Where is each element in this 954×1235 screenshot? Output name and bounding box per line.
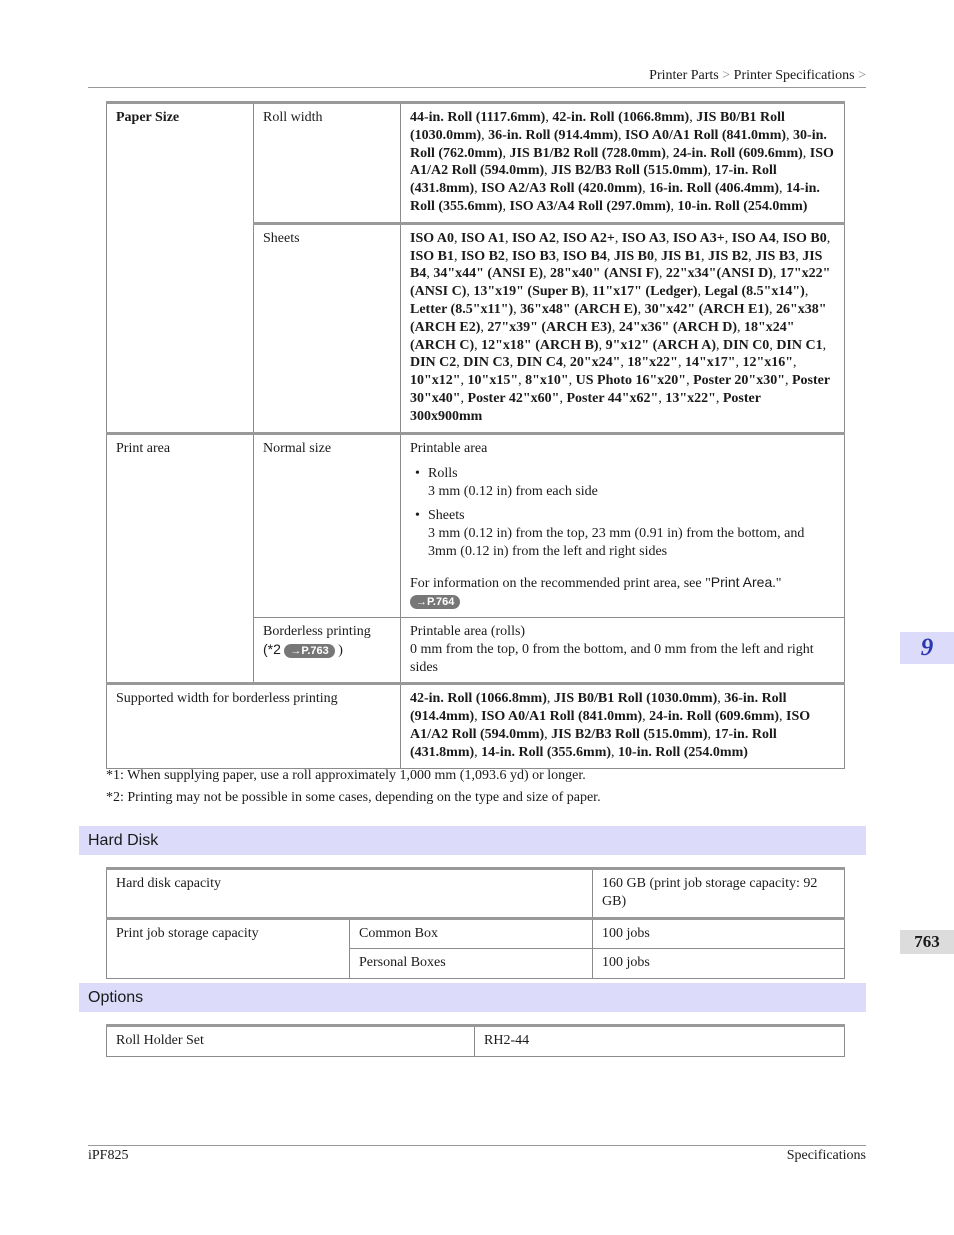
list-value: 10-in. Roll (254.0mm) — [677, 198, 808, 214]
sheets-label: Sheets — [254, 223, 401, 433]
chapter-tab[interactable]: 9 — [900, 632, 954, 664]
roll-holder-value: RH2-44 — [475, 1026, 845, 1057]
list-value: ISO A1/A2 Roll (594.0mm) — [410, 709, 811, 742]
list-value: ISO A2/A3 Roll (420.0mm) — [481, 181, 643, 197]
header-rule — [88, 87, 866, 88]
list-value: 13"x22" — [665, 390, 716, 406]
footnote-1: *1: When supplying paper, use a roll approximately 1,000 mm (1,093.6 yd) or longer. — [106, 768, 586, 783]
sheets-title: Sheets — [428, 507, 465, 523]
list-value: ISO A2 — [511, 230, 556, 246]
list-value: DIN C0 — [723, 337, 770, 353]
storage-capacity-label: Print job storage capacity — [107, 918, 350, 979]
rolls-title: Rolls — [428, 466, 458, 482]
list-value: 36-in. Roll (914.4mm) — [488, 127, 619, 143]
list-value: 12"x16" — [742, 355, 794, 371]
list-value: ISO A0/A1 Roll (841.0mm) — [625, 127, 787, 143]
list-value: 27"x39" (ARCH E3) — [487, 319, 612, 335]
list-value: ISO A2+ — [562, 230, 615, 246]
breadcrumb-separator: > — [858, 68, 866, 83]
hard-disk-capacity-value: 160 GB (print job storage capacity: 92 GB) — [593, 869, 845, 919]
list-value: 10-in. Roll (254.0mm) — [618, 744, 748, 760]
list-value: ISO B4 — [562, 248, 607, 264]
breadcrumb — [649, 67, 866, 85]
hard-disk-table — [106, 867, 845, 979]
list-value: 11"x17" (Ledger) — [592, 284, 698, 300]
print-area-info: For information on the recommended print area, see "Print Area." →P.764 — [410, 574, 782, 608]
list-value: DIN C4 — [516, 355, 563, 371]
footnote-2: *2: Printing may not be possible in some cases, depending on the type and size of paper. — [106, 790, 601, 805]
list-value: JIS B0/B1 Roll (1030.0mm) — [410, 110, 785, 143]
sheets-text: 3 mm (0.12 in) from the top, 23 mm (0.91 in) from the bottom, and 3mm (0.12 in) from the left and right sides — [428, 525, 805, 559]
list-value: Poster 20"x30" — [693, 373, 785, 389]
list-value: JIS B2/B3 Roll (515.0mm) — [551, 163, 708, 179]
list-value: 10"x15" — [467, 373, 519, 389]
personal-boxes-label: Personal Boxes — [350, 949, 593, 979]
list-value: 16-in. Roll (406.4mm) — [649, 181, 780, 197]
list-item — [410, 507, 836, 560]
list-value: ISO B0 — [782, 230, 827, 246]
supported-width-label: Supported width for borderless printing — [107, 684, 401, 768]
list-value: 30-in. Roll (762.0mm) — [410, 127, 827, 161]
print-area-label: Print area — [107, 433, 254, 684]
list-value: JIS B0 — [613, 248, 654, 264]
table-row — [107, 103, 845, 224]
list-value: 44-in. Roll (1117.6mm) — [410, 110, 546, 125]
list-value: 24"x36" (ARCH D) — [618, 319, 738, 335]
list-value: ISO B2 — [460, 248, 505, 264]
list-value: JIS B1/B2 Roll (728.0mm) — [509, 145, 666, 161]
list-value: 10"x12" — [410, 373, 461, 389]
table-row — [107, 918, 845, 949]
table-row — [107, 869, 845, 919]
breadcrumb-printer-parts[interactable]: Printer Parts — [649, 68, 719, 83]
list-value: ISO B3 — [511, 248, 556, 264]
list-value: ISO B1 — [410, 248, 454, 264]
list-value: ISO A4 — [731, 230, 776, 246]
footer-section: Specifications — [786, 1148, 866, 1163]
list-value: 14-in. Roll (355.6mm) — [481, 744, 612, 760]
list-value: 17-in. Roll (431.8mm) — [410, 726, 777, 760]
list-value: Poster 300x900mm — [410, 390, 761, 424]
list-value: JIS B4 — [410, 248, 823, 282]
page-number: 763 — [900, 930, 954, 954]
page-ref-764-link[interactable]: →P.764 — [410, 595, 460, 609]
list-value: 12"x18" (ARCH B) — [481, 337, 599, 353]
roll-width-values: 44-in. Roll (1117.6mm), 42-in. Roll (1066.8mm), JIS B0/B1 Roll (1030.0mm), 36-in. Roll (914.4mm), ISO A0/A1 Roll (841.0mm), 30-in. Roll (762.0mm), JIS B1/B2 Roll (728.0mm), 24-in. Roll (609.6mm), ISO A1/A2 Roll (594.0mm), JIS B2/B3 Roll (515.0mm), 17-in. Roll (431.8mm), ISO A2/A3 Roll (420.0mm), 16-in. Roll (406.4mm), 14-in. Roll (355.6mm), ISO A3/A4 Roll (297.0mm), 10-in. Roll (254.0mm) — [401, 103, 845, 224]
print-area-link[interactable]: Print Area — [710, 574, 773, 591]
footer-model: iPF825 — [88, 1148, 129, 1163]
printable-area-text: Printable area — [410, 440, 488, 456]
bullet-icon: • — [415, 466, 420, 482]
list-value: 22"x34"(ANSI D) — [665, 266, 773, 282]
list-value: ISO A0 — [410, 230, 454, 246]
list-value: Poster 42"x60" — [467, 390, 560, 406]
list-value: 36-in. Roll (914.4mm) — [410, 691, 787, 725]
list-value: 24-in. Roll (609.6mm) — [672, 145, 803, 161]
list-value: DIN C1 — [776, 337, 823, 353]
borderless-label-cell: Borderless printing (*2 →P.763 ) — [254, 617, 401, 683]
list-value: JIS B0/B1 Roll (1030.0mm) — [553, 691, 718, 707]
list-value: ISO A3/A4 Roll (297.0mm) — [509, 198, 671, 214]
common-box-label: Common Box — [350, 918, 593, 949]
list-value: 28"x40" (ANSI F) — [550, 266, 659, 282]
list-value: JIS B2 — [708, 248, 749, 264]
roll-width-label: Roll width — [254, 103, 401, 224]
list-value: 13"x19" (Super B) — [473, 284, 586, 300]
list-value: US Photo 16"x20" — [575, 373, 687, 389]
breadcrumb-separator: > — [722, 68, 731, 83]
list-value: Legal (8.5"x14") — [704, 284, 805, 300]
list-value: 24-in. Roll (609.6mm) — [649, 709, 780, 725]
page-ref-763-link[interactable]: →P.763 — [284, 644, 334, 658]
paper-size-cell: Paper Size — [107, 103, 254, 434]
normal-size-label: Normal size — [254, 433, 401, 617]
roll-holder-label: Roll Holder Set — [107, 1026, 475, 1057]
list-value: DIN C3 — [463, 355, 510, 371]
common-box-value: 100 jobs — [593, 918, 845, 949]
list-value: ISO A3 — [621, 230, 666, 246]
personal-boxes-value: 100 jobs — [593, 949, 845, 979]
list-value: 26"x38" (ARCH E2) — [410, 301, 827, 335]
list-value: 14"x17" — [684, 355, 736, 371]
supported-width-values: 42-in. Roll (1066.8mm), JIS B0/B1 Roll (1030.0mm), 36-in. Roll (914.4mm), ISO A0/A1 Roll (841.0mm), 24-in. Roll (609.6mm), ISO A1/A2 Roll (594.0mm), JIS B2/B3 Roll (515.0mm), 17-in. Roll (431.8mm), 14-in. Roll (355.6mm), 10-in. Roll (254.0mm) — [401, 684, 845, 768]
footer-rule — [88, 1145, 866, 1146]
list-value: 14-in. Roll (355.6mm) — [410, 181, 820, 214]
table-row — [107, 433, 845, 617]
list-value: 34"x44" (ANSI E) — [433, 266, 544, 282]
list-value: 8"x10" — [525, 373, 569, 389]
list-value: 18"x22" — [627, 355, 678, 371]
list-item — [410, 465, 836, 501]
list-value: 17-in. Roll (431.8mm) — [410, 163, 777, 197]
bullet-icon: • — [415, 507, 420, 523]
list-value: Poster 44"x62" — [566, 390, 659, 406]
list-value: Letter (8.5"x11") — [410, 301, 514, 317]
breadcrumb-printer-specifications[interactable]: Printer Specifications — [733, 68, 855, 83]
paper-spec-table — [106, 101, 845, 769]
list-value: ISO A0/A1 Roll (841.0mm) — [481, 709, 643, 725]
list-value: ISO A1/A2 Roll (594.0mm) — [410, 145, 834, 179]
borderless-details: Printable area (rolls) 0 mm from the top, 0 from the bottom, and 0 mm from the left and right sides — [401, 617, 845, 683]
list-value: 9"x12" (ARCH A) — [605, 337, 717, 353]
normal-size-details — [401, 433, 845, 617]
list-value: 42-in. Roll (1066.8mm) — [410, 691, 547, 707]
list-value: Poster 30"x40" — [410, 373, 830, 406]
list-value: 20"x24" — [569, 355, 621, 371]
section-title-hard-disk: Hard Disk — [79, 826, 866, 855]
list-value: DIN C2 — [410, 355, 457, 371]
rolls-text: 3 mm (0.12 in) from each side — [428, 484, 598, 500]
list-value: ISO A3+ — [672, 230, 725, 246]
list-value: 36"x48" (ARCH E) — [520, 301, 638, 317]
list-value: JIS B2/B3 Roll (515.0mm) — [551, 726, 708, 742]
hard-disk-capacity-label: Hard disk capacity — [107, 869, 593, 919]
list-value: 30"x42" (ARCH E1) — [644, 301, 770, 317]
list-value: JIS B3 — [755, 248, 796, 264]
list-value: JIS B1 — [660, 248, 702, 264]
list-value: ISO A1 — [460, 230, 505, 246]
list-value: 42-in. Roll (1066.8mm) — [552, 110, 690, 125]
list-value: 17"x22"(ANSI C) — [410, 266, 831, 300]
sheets-values: ISO A0, ISO A1, ISO A2, ISO A2+, ISO A3, ISO A3+, ISO A4, ISO B0, ISO B1, ISO B2, ISO B3, ISO B4, JIS B0, JIS B1, JIS B2, JIS B3, JIS B4, 34"x44" (ANSI E), 28"x40" (ANSI F), 22"x34"(ANSI D), 17"x22"(ANSI C), 13"x19" (Super B), 11"x17" (Ledger), Legal (8.5"x14"), Letter (8.5"x11"), 36"x48" (ARCH E), 30"x42" (ARCH E1), 26"x38" (ARCH E2), 27"x39" (ARCH E3), 24"x36" (ARCH D), 18"x24" (ARCH C), 12"x18" (ARCH B), 9"x12" (ARCH A), DIN C0, DIN C1, DIN C2, DIN C3, DIN C4, 20"x24", 18"x22", 14"x17", 12"x16", 10"x12", 10"x15", 8"x10", US Photo 16"x20", Poster 20"x30", Poster 30"x40", Poster 42"x60", Poster 44"x62", 13"x22", Poster 300x900mm — [401, 223, 845, 433]
table-row — [107, 1026, 845, 1057]
options-table — [106, 1024, 845, 1057]
section-title-options: Options — [79, 983, 866, 1012]
list-value: 18"x24" (ARCH C) — [410, 319, 795, 353]
table-row — [107, 684, 845, 768]
